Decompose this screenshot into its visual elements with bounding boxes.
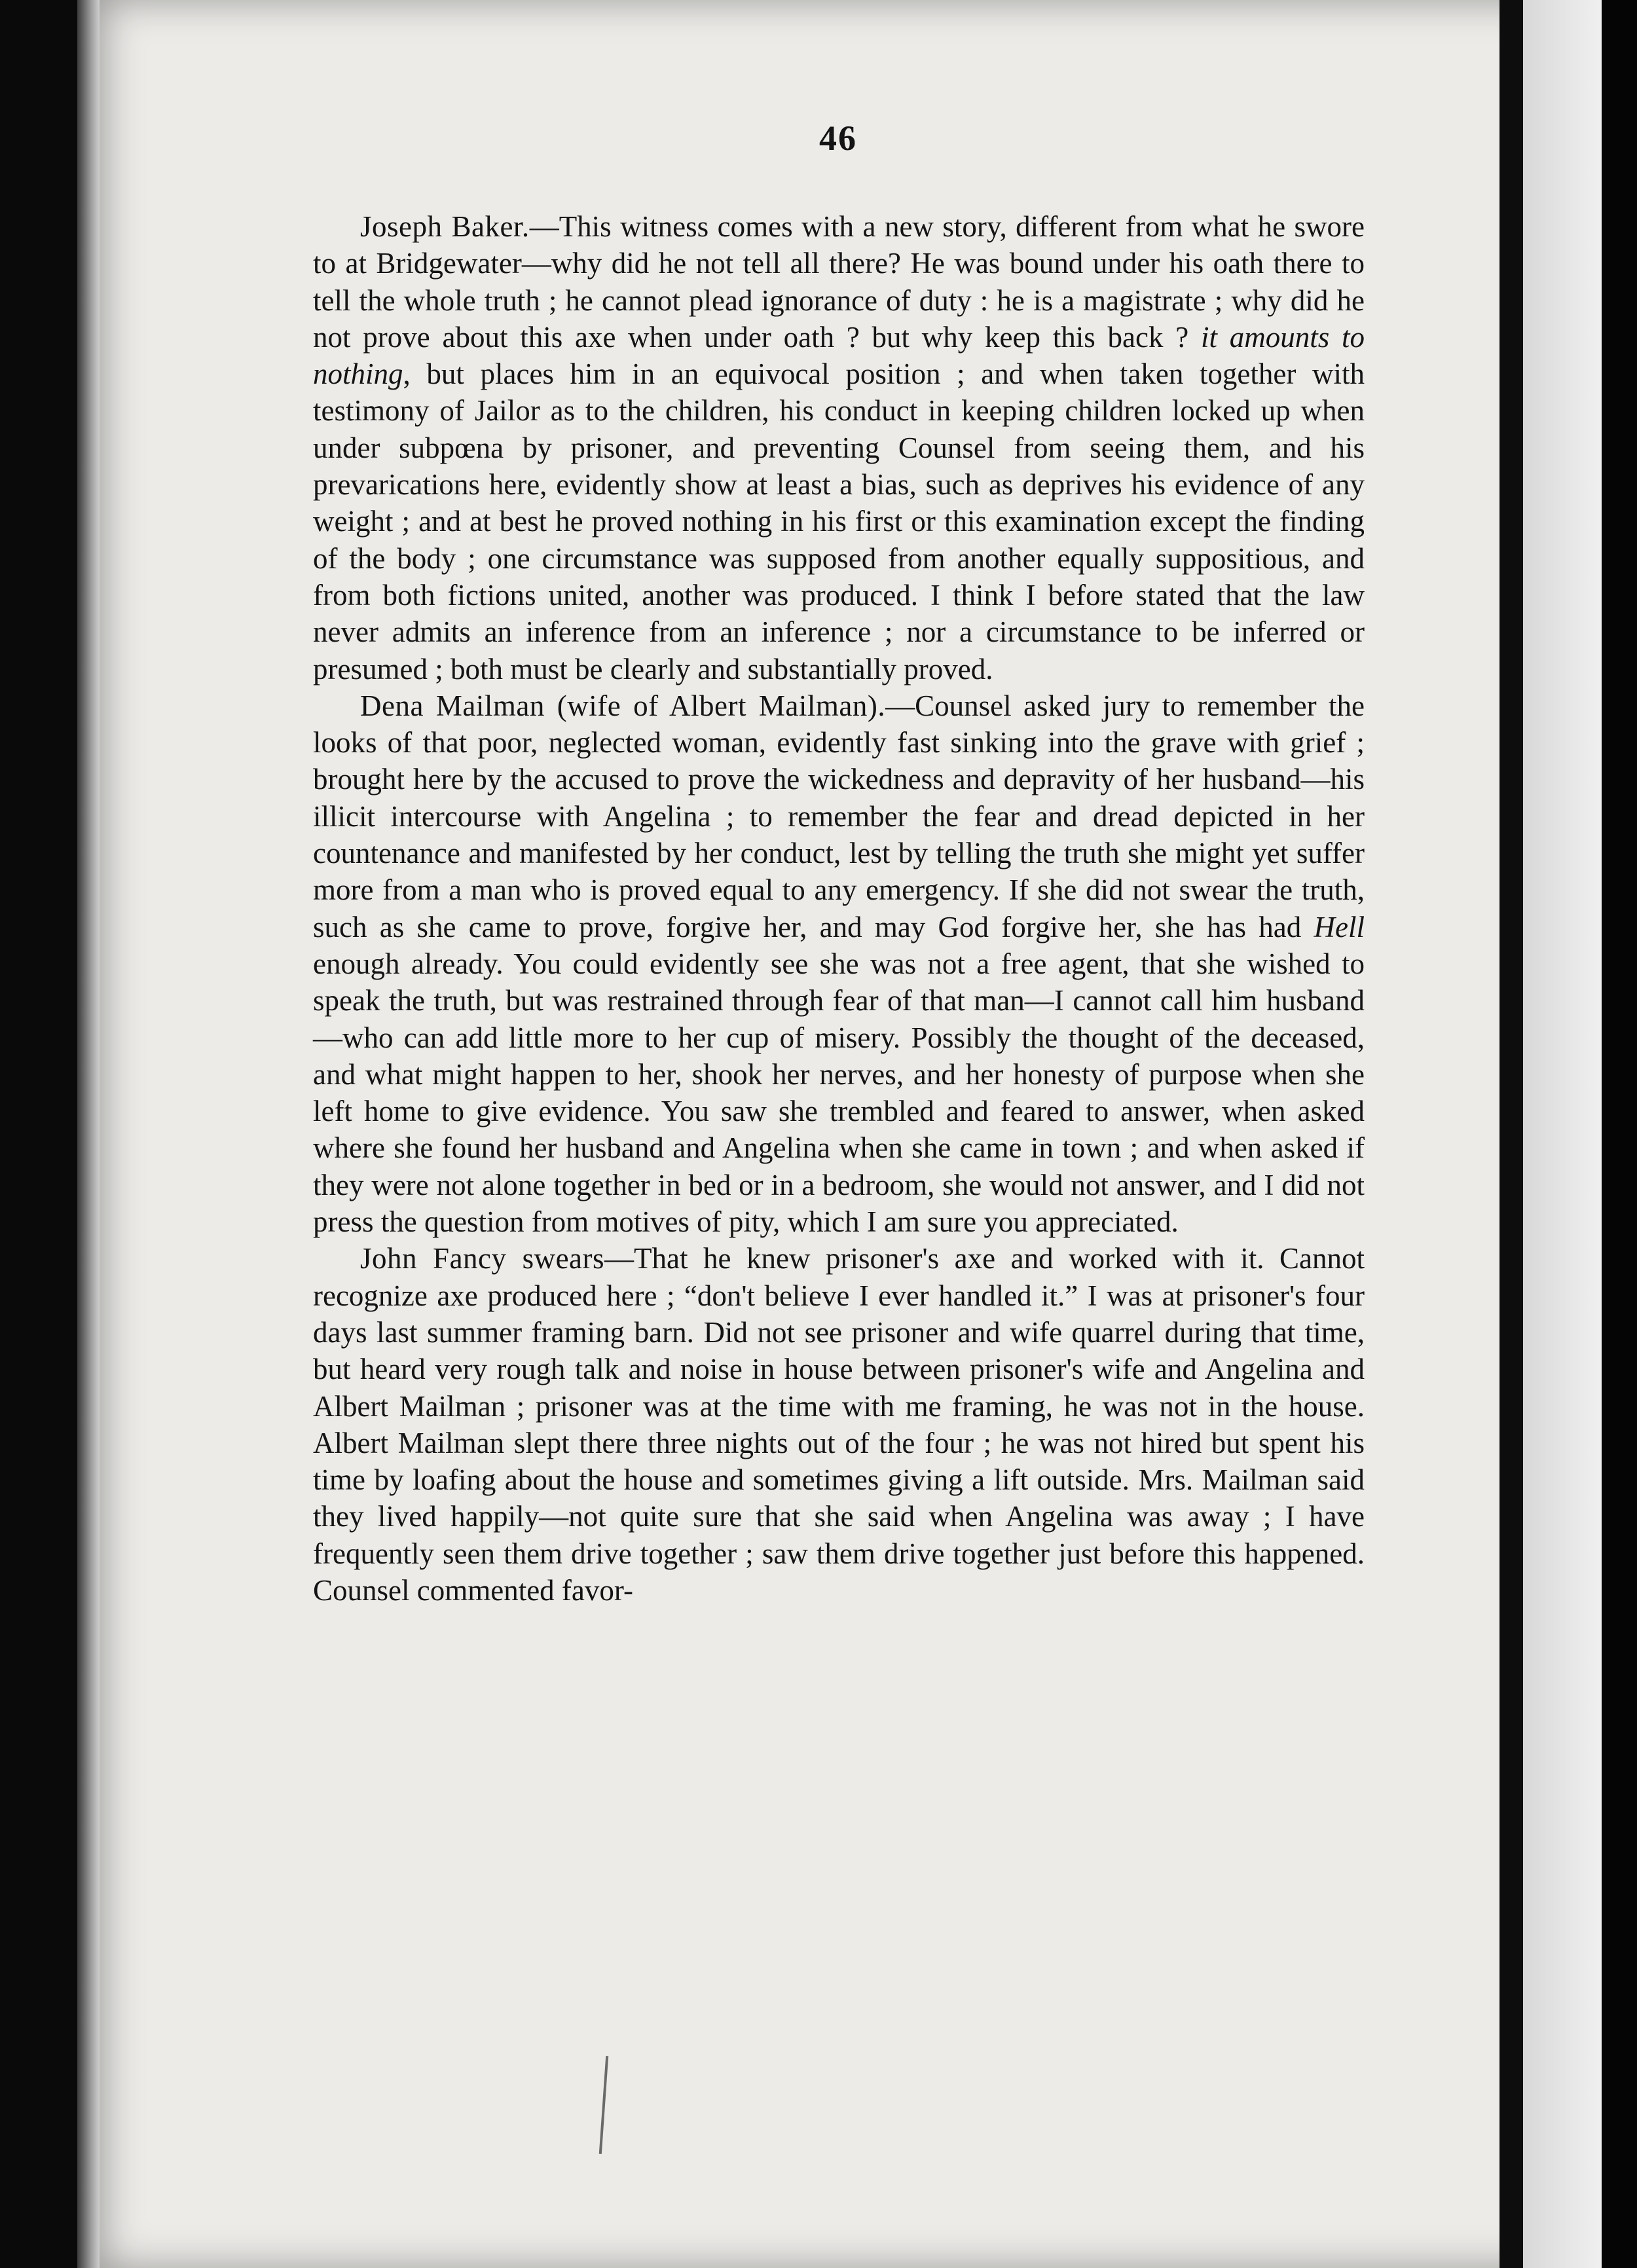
- paragraph-text: —This witness comes with a new story, different from what he swore to at Bridgewater—why did he not tell all there? He was bound under his oath there to tell the whole truth ; he cannot plead ignorance of duty : he is a magistrate ; why did he not prove about this axe when under oath ? but why keep this back ?: [313, 210, 1365, 354]
- paragraph-lead: John Fancy swears: [360, 1242, 605, 1275]
- paragraph-john-fancy: [313, 1240, 1365, 1609]
- page-binding-edge: [77, 0, 100, 2268]
- paragraph-lead: Joseph Baker.: [360, 210, 530, 243]
- page-gutter-shadow: [1499, 0, 1523, 2268]
- page-body: [313, 208, 1365, 1609]
- paragraph-dena-mailman: [313, 687, 1365, 1240]
- paragraph-italic-text: Hell: [1314, 910, 1365, 943]
- scan-border-right: [1602, 0, 1637, 2268]
- paragraph-text: —Counsel asked jury to remember the looks of that poor, neglected woman, evidently fast sinking into the grave with grief ; brought here by the accused to prove the wickedness and depravity of her husband—his illicit intercourse with Angelina ; to remember the fear and dread depicted in her countenance and manifested by her conduct, lest by telling the truth she might yet suffer more from a man who is proved equal to any emergency. If she did not swear the truth, such as she came to prove, forgive her, and may God forgive her, she has had: [313, 689, 1365, 943]
- paragraph-text: —That he knew prisoner's axe and worked with it. Cannot recognize axe produced here ; “don't believe I ever handled it.” I was at prisoner's four days last summer framing barn. Did not see prisoner and wife quarrel during that time, but heard very rough talk and noise in house between prisoner's wife and Angelina and Albert Mailman ; prisoner was at the time with me framing, he was not in the house. Albert Mailman slept there three nights out of the four ; he was not hired but spent his time by loafing about the house and sometimes giving a lift outside. Mrs. Mailman said they lived happily—not quite sure that she said when Angelina was away ; I have frequently seen them drive together ; saw them drive together just before this happened. Counsel commented favor-: [313, 1242, 1365, 1607]
- page-number-label: 46: [819, 119, 857, 158]
- adjacent-page-strip: [1523, 0, 1602, 2268]
- page-number: [0, 118, 1637, 158]
- paragraph-italic-text: it amounts to nothing: [313, 320, 1365, 391]
- paragraph-text: , but places him in an equivocal position ; and when taken together with testimony of Jailor as to the children, his conduct in keeping children locked up when under subpœna by prisoner, and preventing Counsel from seeing them, and his prevarications here, evidently show at least a bias, such as deprives his evidence of any weight ; and at best he proved nothing in his first or this examination except the finding of the body ; one circumstance was supposed from another equally suppositious, and from both fictions united, another was produced. I think I before stated that the law never admits an inference from an inference ; nor a circumstance to be inferred or presumed ; both must be clearly and substantially proved.: [313, 357, 1365, 686]
- paragraph-lead: Dena Mailman (wife of Albert Mailman).: [360, 689, 886, 722]
- paragraph-text: enough already. You could evidently see she was not a free agent, that she wished to speak the truth, but was restrained through fear of that man—I cannot call him husband—who can add little more to her cup of misery. Possibly the thought of the deceased, and what might happen to her, shook her nerves, and her honesty of purpose when she left home to give evidence. You saw she trembled and feared to answer, when asked where she found her husband and Angelina when she came in town ; and when asked if they were not alone together in bed or in a bedroom, she would not answer, and I did not press the question from motives of pity, which I am sure you appreciated.: [313, 947, 1365, 1239]
- paragraph-joseph-baker: [313, 208, 1365, 687]
